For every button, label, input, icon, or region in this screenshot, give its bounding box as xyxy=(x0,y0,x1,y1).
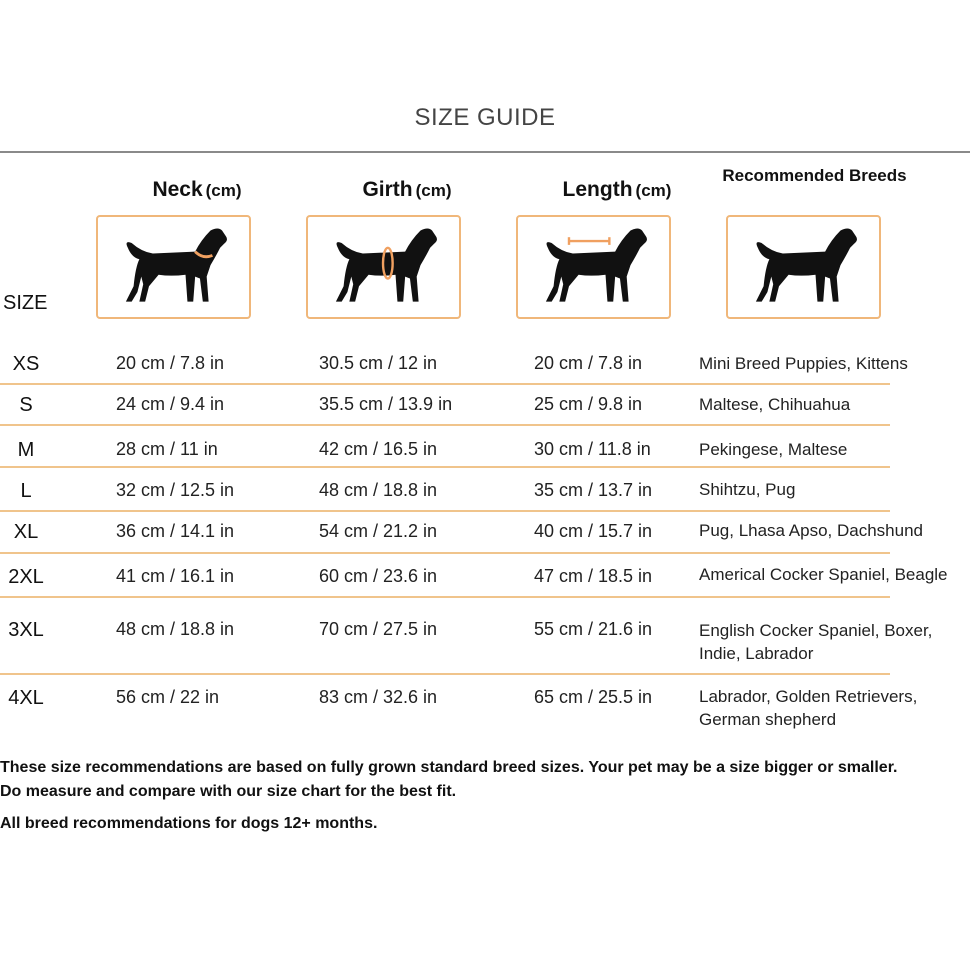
size-label: M xyxy=(17,439,35,461)
girth-value: 54 cm / 21.2 in xyxy=(319,521,438,541)
column-header-girth-label: Girth xyxy=(362,178,413,201)
length-value: 30 cm / 11.8 in xyxy=(534,439,651,459)
neck-value: 56 cm / 22 in xyxy=(116,687,220,707)
girth-value: 30.5 cm / 12 in xyxy=(319,353,438,373)
neck-value: 41 cm / 16.1 in xyxy=(116,566,235,586)
dog-girth-measure-icon xyxy=(308,217,459,317)
girth-value: 42 cm / 16.5 in xyxy=(319,439,438,459)
breeds-value: Pekingese, Maltese xyxy=(699,440,848,459)
size-label: 3XL xyxy=(8,619,44,641)
size-label: XS xyxy=(12,353,40,375)
row-divider xyxy=(0,510,890,512)
size-label: L xyxy=(20,480,32,502)
breeds-value: Maltese, Chihuahua xyxy=(699,395,851,414)
column-header-girth-unit: (cm) xyxy=(415,181,452,200)
girth-value: 70 cm / 27.5 in xyxy=(319,619,438,639)
breeds-value: Pug, Lhasa Apso, Dachshund xyxy=(699,521,923,540)
column-header-length-unit: (cm) xyxy=(635,181,672,200)
column-header-breeds: Recommended Breeds xyxy=(722,166,907,185)
column-header-girth xyxy=(302,178,512,202)
breeds-value: Shihtzu, Pug xyxy=(699,480,796,499)
breeds-value: Americal Cocker Spaniel, Beagle xyxy=(699,565,948,584)
footnote: Do measure and compare with our size chart for the best fit. xyxy=(0,783,457,800)
girth-value: 48 cm / 18.8 in xyxy=(319,480,438,500)
neck-value: 36 cm / 14.1 in xyxy=(116,521,235,541)
column-header-length-label: Length xyxy=(562,178,633,201)
breeds-value: Mini Breed Puppies, Kittens xyxy=(699,354,908,373)
length-value: 35 cm / 13.7 in xyxy=(534,480,653,500)
dog-silhouette-icon xyxy=(728,217,879,317)
page-title: SIZE GUIDE xyxy=(414,104,556,131)
row-divider xyxy=(0,424,890,426)
length-value: 55 cm / 21.6 in xyxy=(534,619,653,639)
length-value: 65 cm / 25.5 in xyxy=(534,687,653,707)
row-divider xyxy=(0,383,890,385)
size-label: 2XL xyxy=(8,566,44,588)
neck-value: 20 cm / 7.8 in xyxy=(116,353,225,373)
length-value: 47 cm / 18.5 in xyxy=(534,566,653,586)
length-measure-box xyxy=(516,215,671,319)
row-divider xyxy=(0,596,890,598)
neck-value: 24 cm / 9.4 in xyxy=(116,394,225,414)
row-divider xyxy=(0,466,890,468)
girth-value: 83 cm / 32.6 in xyxy=(319,687,438,707)
row-divider xyxy=(0,673,890,675)
footnote: These size recommendations are based on fully grown standard breed sizes. Your pet may be a size bigger or smaller. xyxy=(0,759,898,776)
girth-value: 35.5 cm / 13.9 in xyxy=(319,394,453,414)
column-header-neck-unit: (cm) xyxy=(205,181,242,200)
footnote: All breed recommendations for dogs 12+ months. xyxy=(0,815,378,832)
column-header-neck xyxy=(92,178,302,202)
neck-measure-box xyxy=(96,215,251,319)
length-value: 20 cm / 7.8 in xyxy=(534,353,643,373)
breeds-value: English Cocker Spaniel, Boxer, Indie, Labrador xyxy=(699,621,933,663)
neck-value: 32 cm / 12.5 in xyxy=(116,480,235,500)
size-column-header: SIZE xyxy=(3,292,48,314)
neck-value: 28 cm / 11 in xyxy=(116,439,218,459)
neck-value: 48 cm / 18.8 in xyxy=(116,619,235,639)
size-label: 4XL xyxy=(8,687,44,709)
girth-measure-box xyxy=(306,215,461,319)
breeds-value: Labrador, Golden Retrievers, German shepherd xyxy=(699,687,918,729)
dog-neck-measure-icon xyxy=(98,217,249,317)
column-header-neck-label: Neck xyxy=(152,178,203,201)
title-divider xyxy=(0,151,970,153)
length-value: 25 cm / 9.8 in xyxy=(534,394,643,414)
breeds-box xyxy=(726,215,881,319)
row-divider xyxy=(0,552,890,554)
girth-value: 60 cm / 23.6 in xyxy=(319,566,438,586)
dog-length-measure-icon xyxy=(518,217,669,317)
size-label: XL xyxy=(13,521,39,543)
column-header-length xyxy=(512,178,722,202)
length-value: 40 cm / 15.7 in xyxy=(534,521,653,541)
size-label: S xyxy=(19,394,33,416)
